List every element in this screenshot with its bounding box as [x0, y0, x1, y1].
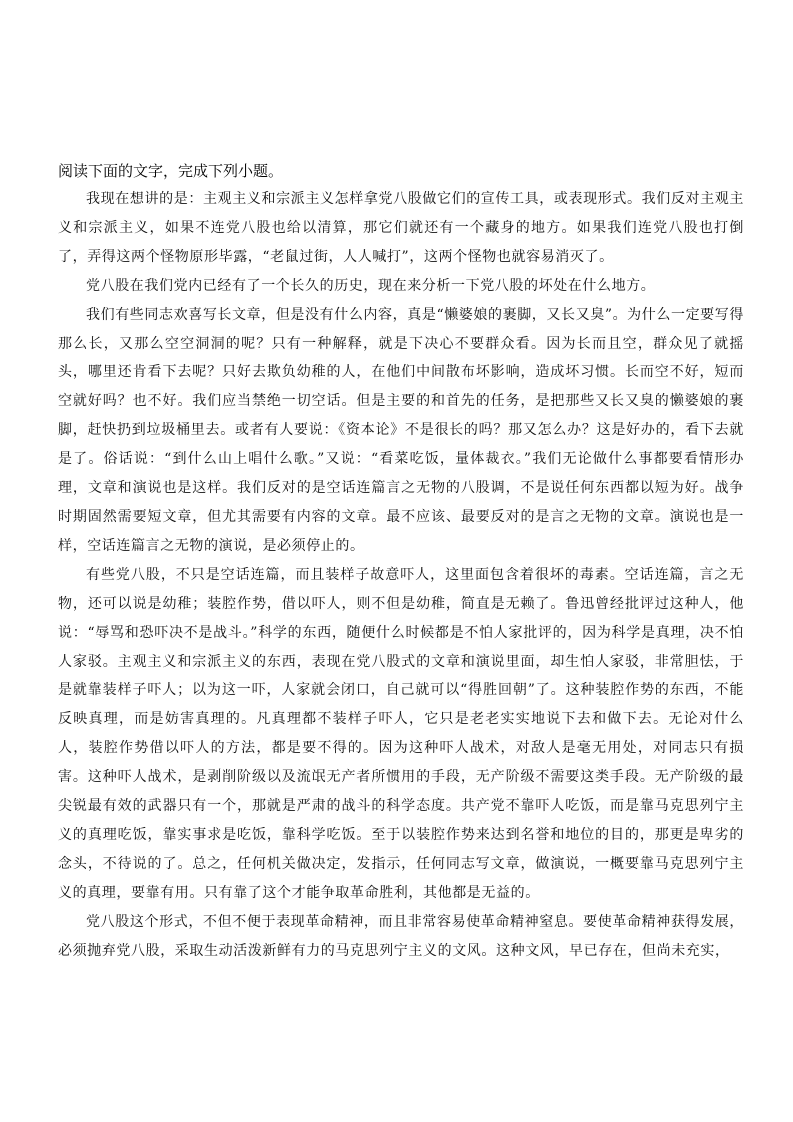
question-instruction: 阅读下面的文字，完成下列小题。	[58, 162, 284, 180]
passage-paragraph-3: 我们有些同志欢喜写长文章，但是没有什么内容，真是“懒婆娘的裹脚，又长又臭”。为什么一定要写得那么长，又那么空空洞洞的呢？只有一种解释，就是下决心不要群众看。因为长而且空，群众见了就摇头，哪里还肯看下去呢？只好去欺负幼稚的人，在他们中间散布坏影响，造成坏习惯。长而空不好，短而空就好吗？也不好。我们应当禁绝一切空话。但是主要的和首先的任务，是把那些又长又臭的懒婆娘的裹脚，赶快扔到垃圾桶里去。或者有人要说：《资本论》不是很长的吗？那又怎么办？这是好办的，看下去就是了。俗话说：“到什么山上唱什么歌。”又说：“看菜吃饭，量体裁衣。”我们无论做什么事都要看情形办理，文章和演说也是这样。我们反对的是空话连篇言之无物的八股调，不是说任何东西都以短为好。战争时期固然需要短文章，但尤其需要有内容的文章。最不应该、最要反对的是言之无物的文章。演说也是一样，空话连篇言之无物的演说，是必须停止的。	[58, 306, 744, 554]
passage-body	[58, 157, 744, 965]
passage-paragraph-4: 有些党八股，不只是空话连篇，而且装样子故意吓人，这里面包含着很坏的毒素。空话连篇，言之无物，还可以说是幼稚；装腔作势，借以吓人，则不但是幼稚，简直是无赖了。鲁迅曾经批评过这种人，他说：“辱骂和恐吓决不是战斗。”科学的东西，随便什么时候都是不怕人家批评的，因为科学是真理，决不怕人家驳。主观主义和宗派主义的东西，表现在党八股式的文章和演说里面，却生怕人家驳，非常胆怯，于是就靠装样子吓人；以为这一吓，人家就会闭口，自己就可以“得胜回朝”了。这种装腔作势的东西，不能反映真理，而是妨害真理的。凡真理都不装样子吓人，它只是老老实实地说下去和做下去。无论对什么人，装腔作势借以吓人的方法，都是要不得的。因为这种吓人战术，对敌人是毫无用处，对同志只有损害。这种吓人战术，是剥削阶级以及流氓无产者所惯用的手段，无产阶级不需要这类手段。无产阶级的最尖锐最有效的武器只有一个，那就是严肃的战斗的科学态度。共产党不靠吓人吃饭，而是靠马克思列宁主义的真理吃饭，靠实事求是吃饭，靠科学吃饭。至于以装腔作势来达到名誉和地位的目的，那更是卑劣的念头，不待说的了。总之，任何机关做决定，发指示，任何同志写文章，做演说，一概要靠马克思列宁主义的真理，要靠有用。只有靠了这个才能争取革命胜利，其他都是无益的。	[58, 566, 744, 901]
passage-paragraph-2: 党八股在我们党内已经有了一个长久的历史，现在来分析一下党八股的坏处在什么地方。	[86, 277, 656, 294]
passage-paragraph-1: 我现在想讲的是：主观主义和宗派主义怎样拿党八股做它们的宣传工具，或表现形式。我们反对主观主义和宗派主义，如果不连党八股也给以清算，那它们就还有一个藏身的地方。如果我们连党八股也打倒了，弄得这两个怪物原形毕露，“老鼠过街，人人喊打”，这两个怪物也就容易消灭了。	[58, 191, 744, 265]
passage-paragraph-5: 党八股这个形式，不但不便于表现革命精神，而且非常容易使革命精神窒息。要使革命精神获得发展，必须抛弃党八股，采取生动活泼新鲜有力的马克思列宁主义的文风。这种文风，早已存在，但尚未充实，	[58, 913, 744, 959]
